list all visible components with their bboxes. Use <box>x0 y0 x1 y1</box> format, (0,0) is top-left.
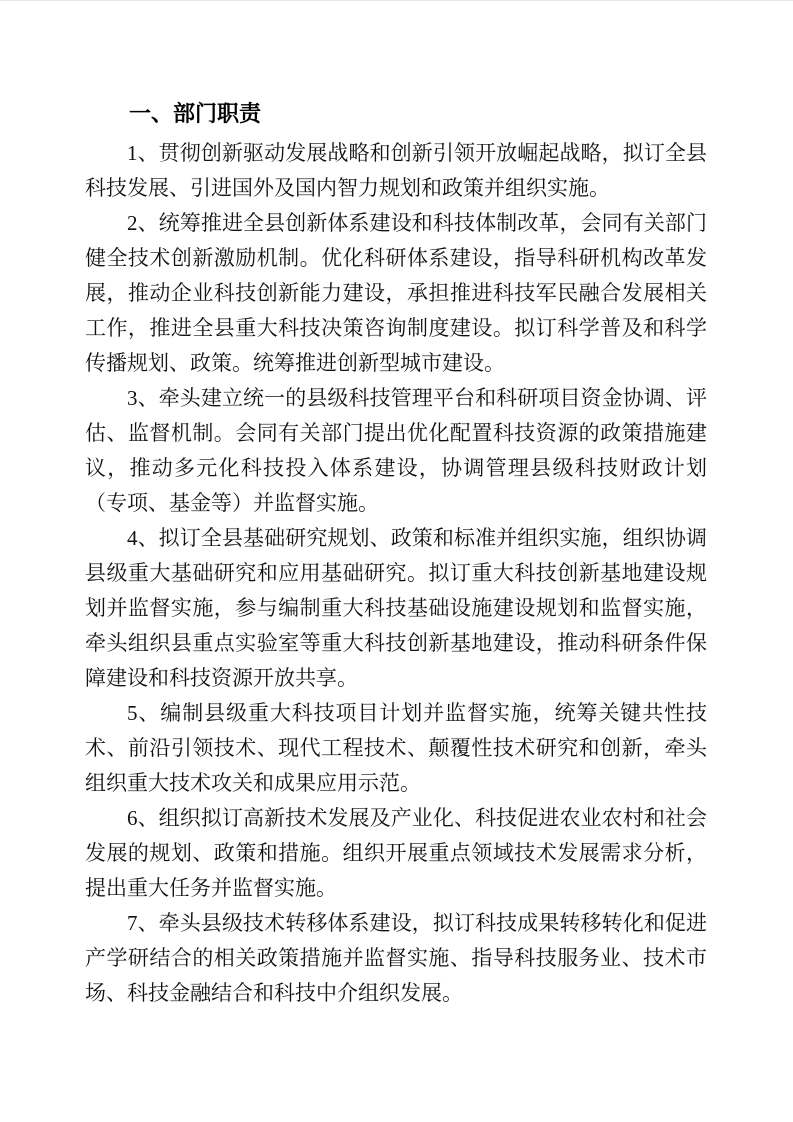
paragraph-5: 5、编制县级重大科技项目计划并监督实施，统筹关键共性技术、前沿引领技术、现代工程技术、颠覆性技术研究和创新，牵头组织重大技术攻关和成果应用示范。 <box>85 701 707 795</box>
paragraph-2: 2、统筹推进全县创新体系建设和科技体制改革，会同有关部门健全技术创新激励机制。优化科研体系建设，指导科研机构改革发展，推动企业科技创新能力建设，承担推进科技军民融合发展相关工作，推进全县重大科技决策咨询制度建设。拟订科学普及和科学传播规划、政策。统筹推进创新型城市建设。 <box>85 211 707 375</box>
paragraph-3: 3、牵头建立统一的县级科技管理平台和科研项目资金协调、评估、监督机制。会同有关部门提出优化配置科技资源的政策措施建议，推动多元化科技投入体系建设，协调管理县级科技财政计划（专项、基金等）并监督实施。 <box>85 386 707 515</box>
section-heading: 一、部门职责 <box>129 101 262 126</box>
page-body <box>85 98 707 1011</box>
paragraph-1: 1、贯彻创新驱动发展战略和创新引领开放崛起战略，拟订全县科技发展、引进国外及国内智力规划和政策并组织实施。 <box>85 141 707 200</box>
paragraph-4: 4、拟订全县基础研究规划、政策和标准并组织实施，组织协调县级重大基础研究和应用基础研究。拟订重大科技创新基地建设规划并监督实施，参与编制重大科技基础设施建设规划和监督实施，牵头组织县重点实验室等重大科技创新基地建设，推动科研条件保障建设和科技资源开放共享。 <box>85 526 707 690</box>
paragraph-7: 7、牵头县级技术转移体系建设，拟订科技成果转移转化和促进产学研结合的相关政策措施并监督实施、指导科技服务业、技术市场、科技金融结合和科技中介组织发展。 <box>85 911 707 1005</box>
paragraph-6: 6、组织拟订高新技术发展及产业化、科技促进农业农村和社会发展的规划、政策和措施。组织开展重点领域技术发展需求分析，提出重大任务并监督实施。 <box>85 806 707 900</box>
